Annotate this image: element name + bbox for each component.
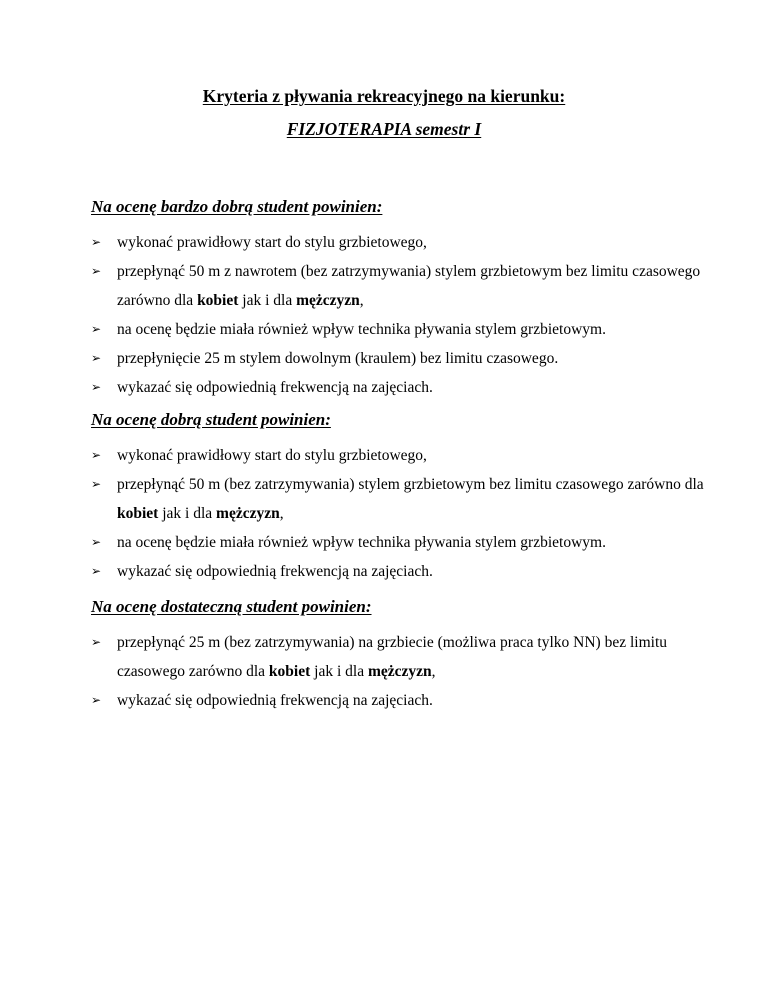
list-item (91, 528, 711, 557)
item-text: , (359, 292, 364, 309)
list-item (91, 373, 711, 402)
item-text-bold: mężczyzn (296, 292, 360, 309)
arrow-right-icon: ➢ (91, 635, 102, 649)
list-item (91, 628, 711, 686)
list-item (91, 228, 711, 257)
item-text-bold: kobiet (268, 663, 311, 680)
document-subtitle: FIZJOTERAPIA semestr I (286, 119, 482, 139)
criteria-list-very-good (91, 228, 711, 402)
arrow-right-icon: ➢ (91, 564, 102, 578)
arrow-right-icon: ➢ (91, 322, 102, 336)
item-text: przepłynąć 50 m (bez zatrzymywania) stylem grzbietowym bez limitu czasowego zarówno dla (117, 476, 704, 493)
item-text: przepłynąć 50 m z nawrotem (bez zatrzymywania) stylem grzbietowym bez limitu czasowego zarówno dla (117, 263, 701, 309)
item-text: , (279, 505, 284, 522)
item-text: jak i dla (310, 663, 368, 680)
list-item (91, 344, 711, 373)
list-item (91, 470, 711, 528)
item-text: na ocenę będzie miała również wpływ technika pływania stylem grzbietowym. (117, 534, 606, 551)
list-item (91, 686, 711, 715)
list-item (91, 441, 711, 470)
section-heading-good: Na ocenę dobrą student powinien: (91, 410, 331, 429)
item-text: przepłynąć 25 m (bez zatrzymywania) na grzbiecie (możliwa praca tylko NN) bez limitu czasowego zarówno dla (117, 634, 668, 680)
item-text: na ocenę będzie miała również wpływ technika pływania stylem grzbietowym. (117, 321, 606, 338)
arrow-right-icon: ➢ (91, 477, 102, 491)
item-text-bold: mężczyzn (216, 505, 280, 522)
item-text: jak i dla (158, 505, 217, 522)
section-heading-sufficient: Na ocenę dostateczną student powinien: (91, 597, 372, 616)
item-text: wykonać prawidłowy start do stylu grzbietowego, (117, 234, 427, 251)
arrow-right-icon: ➢ (91, 380, 102, 394)
list-item (91, 315, 711, 344)
list-item (91, 557, 711, 586)
item-text-bold: kobiet (117, 505, 159, 522)
item-text: , (431, 663, 436, 680)
arrow-right-icon: ➢ (91, 535, 102, 549)
arrow-right-icon: ➢ (91, 693, 102, 707)
arrow-right-icon: ➢ (91, 235, 102, 249)
item-text: wykazać się odpowiednią frekwencją na zajęciach. (117, 692, 433, 709)
arrow-right-icon: ➢ (91, 448, 102, 462)
arrow-right-icon: ➢ (91, 351, 102, 365)
item-text: wykonać prawidłowy start do stylu grzbietowego, (117, 447, 427, 464)
item-text: wykazać się odpowiednią frekwencją na zajęciach. (117, 563, 433, 580)
item-text-bold: mężczyzn (367, 663, 432, 680)
item-text: wykazać się odpowiednią frekwencją na zajęciach. (117, 379, 433, 396)
item-text: jak i dla (238, 292, 297, 309)
section-heading-very-good: Na ocenę bardzo dobrą student powinien: (91, 197, 383, 216)
criteria-list-good (91, 441, 711, 586)
item-text-bold: kobiet (197, 292, 239, 309)
arrow-right-icon: ➢ (91, 264, 102, 278)
item-text: przepłynięcie 25 m stylem dowolnym (kraulem) bez limitu czasowego. (117, 350, 559, 367)
criteria-list-sufficient (91, 628, 711, 715)
document-title: Kryteria z pływania rekreacyjnego na kierunku: (202, 86, 566, 106)
list-item (91, 257, 711, 315)
